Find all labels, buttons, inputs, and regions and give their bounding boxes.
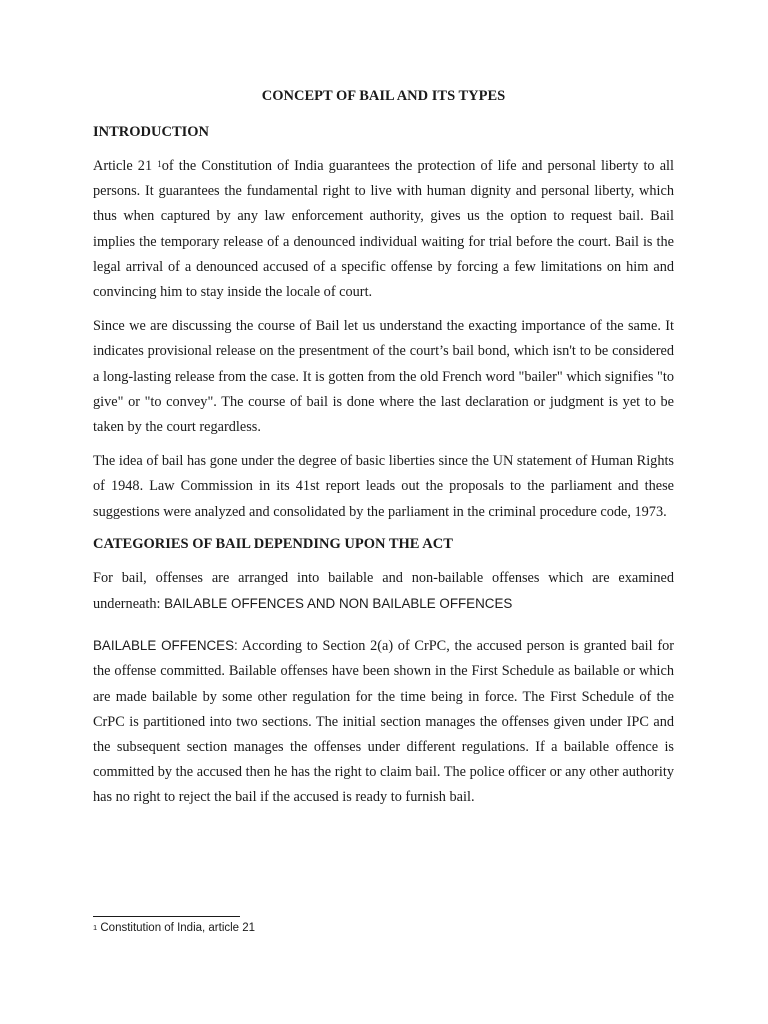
footnote-reference[interactable]: 1	[157, 159, 162, 169]
paragraph-intro-1	[93, 154, 674, 305]
document-title: CONCEPT OF BAIL AND ITS TYPES	[261, 88, 506, 104]
footnote	[93, 921, 255, 936]
heading-categories: CATEGORIES OF BAIL DEPENDING UPON THE ACT	[93, 535, 453, 552]
bailable-categories-label: BAILABLE OFFENCES AND NON BAILABLE OFFENCES	[164, 596, 513, 612]
paragraph-intro-2: Since we are discussing the course of Bail let us understand the exacting importance of the same. It indicates provisional release on the presentment of the court’s bail bond, which isn't to be considered a long-lasting release from the case. It is gotten from the old French word "bailer" which signifies "to give" or "to convey". The course of bail is done where the last declaration or judgment is yet to be taken by the court regardless.	[93, 318, 674, 436]
paragraph-categories-1	[93, 566, 674, 617]
footnote-text: Constitution of India, article 21	[97, 922, 256, 934]
heading-introduction: INTRODUCTION	[93, 124, 210, 140]
bailable-offences-label: BAILABLE OFFENCES:	[93, 638, 238, 654]
bailable-offences-text: According to Section 2(a) of CrPC, the accused person is granted bail for the offense committed. Bailable offenses have been shown in the First Schedule as bailable or which are made bailable by some other regulation for the time being in force. The First Schedule of the CrPC is partitioned into two sections. The initial section manages the offenses given under IPC and the subsequent section manages the offenses under different regulations. If a bailable offence is committed by the accused then he has the right to claim bail. The police officer or any other authority has no right to reject the bail if the accused is ready to furnish bail.	[93, 638, 674, 806]
paragraph-intro-1-start: Article 21	[93, 158, 158, 174]
paragraph-intro-1-rest: of the Constitution of India guarantees the protection of life and personal liberty to all persons. It guarantees the fundamental right to live with human dignity and personal liberty, which thus when captured by any law enforcement authority, gives us the option to request bail. Bail implies the temporary release of a denounced individual waiting for trial before the court. Bail is the legal arrival of a denounced accused of a specific offense by forcing a few limitations on him and convincing him to stay inside the locale of court.	[93, 158, 674, 301]
paragraph-categories-1-text: For bail, offenses are arranged into bailable and non-bailable offenses which are examined underneath:	[93, 569, 674, 613]
paragraph-intro-3: The idea of bail has gone under the degree of basic liberties since the UN statement of Human Rights of 1948. Law Commission in its 41st report leads out the proposals to the parliament and these suggestions were analyzed and consolidated by the parliament in the criminal procedure code, 1973.	[93, 453, 674, 520]
document-body	[93, 86, 674, 820]
footnote-number: 1	[93, 923, 98, 932]
footnote-separator	[93, 916, 240, 917]
paragraph-bailable-offences	[93, 633, 674, 810]
